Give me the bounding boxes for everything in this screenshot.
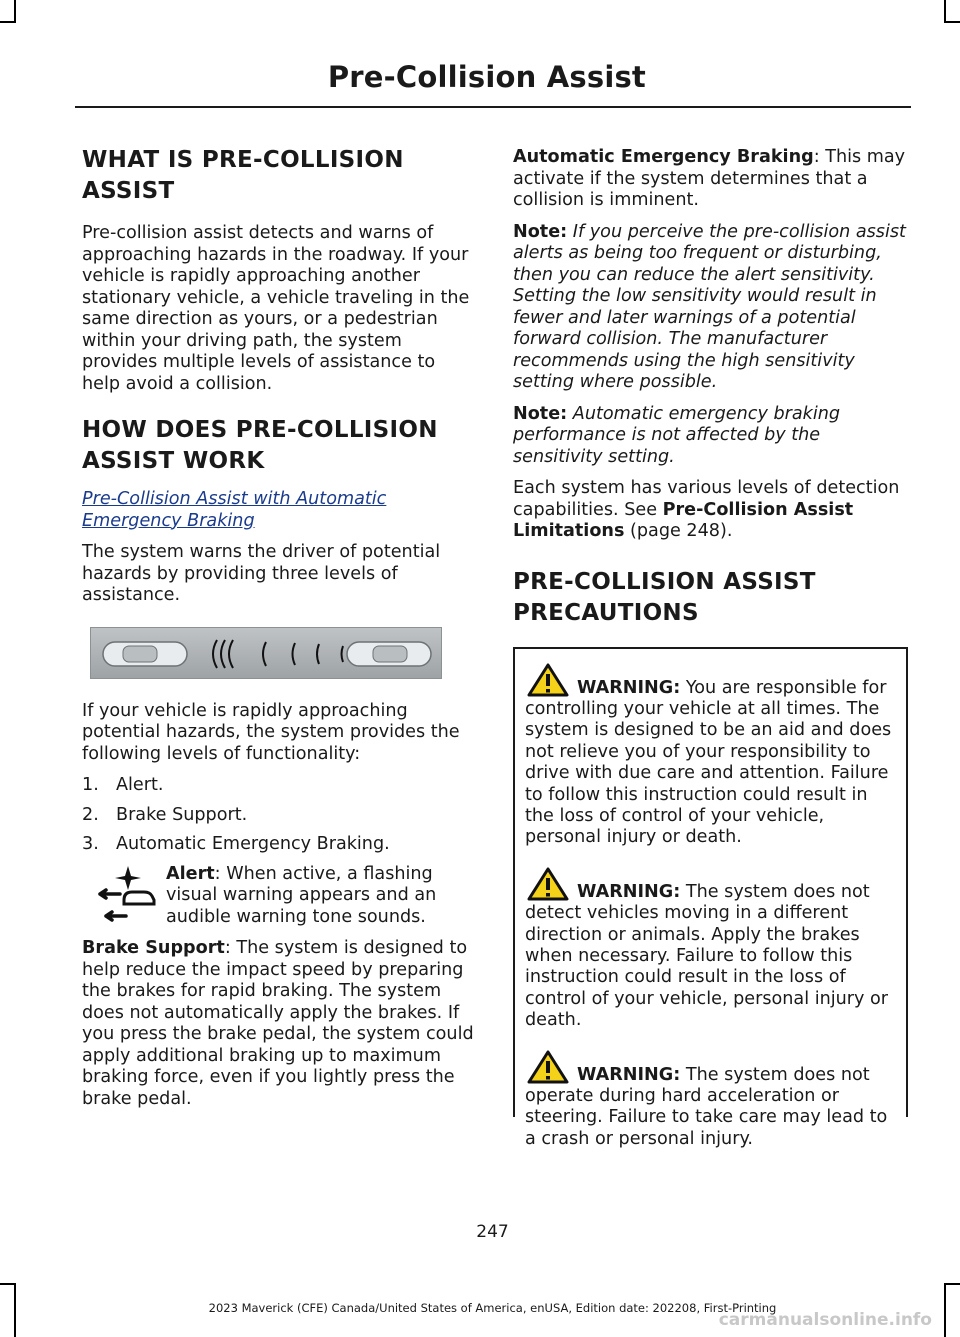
brake-support-label: Brake Support (82, 938, 225, 958)
watermark: carmanualsonline.info (718, 1310, 932, 1330)
warning-label: WARNING: (577, 677, 681, 698)
brake-support-paragraph (82, 938, 477, 1110)
note-label: Note: (513, 221, 568, 242)
crop-mark (944, 21, 960, 23)
paragraph-warns: The system warns the driver of potential hazards by providing three levels of assistance. (82, 542, 441, 605)
alert-label: Alert (166, 863, 215, 884)
cars-waves-graphic (91, 628, 441, 678)
heading-what-is: WHAT IS PRE-COLLISION ASSIST (82, 147, 404, 204)
collision-warning-icon (96, 864, 166, 924)
page-number: 247 (476, 1222, 509, 1242)
levels-text: Each system has various levels of detection capabilities. See (513, 478, 900, 520)
alert-description (82, 864, 477, 929)
list-item (82, 775, 477, 797)
alert-paragraph (166, 864, 477, 929)
header-divider (75, 106, 911, 108)
pre-collision-illustration (90, 627, 442, 679)
left-column (82, 145, 477, 1120)
crop-mark (944, 0, 946, 22)
warning-text: You are responsible for controlling your vehicle at all times. The system is designed to be an aid and does not relieve you of your responsibility to drive with due care and attention. Failure to follow this instruction could result in the loss of control of your vehicle, personal injury or death. (525, 677, 892, 848)
list-number: 2. (82, 804, 99, 825)
front-car (347, 642, 431, 666)
warning-triangle-icon (527, 867, 569, 901)
limitations-reference[interactable]: Pre-Collision Assist Limitations (513, 499, 854, 541)
warning-item (525, 1050, 900, 1151)
brake-support-text: : The system is designed to help reduce the impact speed by preparing the brakes for rapid braking. The system does not automatically apply the brakes. If you press the brake pedal, the system could apply additional braking up to maximum braking force, even if you lightly press the brake pedal. (82, 938, 474, 1109)
right-column (513, 147, 908, 1149)
warning-item (525, 663, 900, 849)
page-reference: (page 248). (630, 521, 733, 541)
aeb-paragraph (513, 147, 908, 212)
list-text: Automatic Emergency Braking. (116, 834, 390, 854)
warnings-box (513, 647, 908, 1149)
page-header-title: Pre-Collision Assist (327, 60, 646, 94)
crop-mark (944, 1283, 960, 1285)
note-performance (513, 404, 908, 469)
note-sensitivity (513, 222, 908, 394)
note-label: Note: (513, 403, 568, 424)
crop-mark (14, 0, 16, 22)
note-text: If you perceive the pre-collision assist alerts as being too frequent or disturbing, then you can reduce the alert sensitivity. Setting the low sensitivity would result in fewer and later warnings of a potential forward collision. The manufacturer recommends using the high sensitivity setting where possible. (513, 221, 906, 392)
heading-how-does: HOW DOES PRE-COLLISION ASSIST WORK (82, 417, 438, 474)
levels-paragraph (513, 478, 908, 543)
aeb-text: : This may activate if the system determines that a collision is imminent. (513, 147, 906, 210)
functionality-list (82, 775, 477, 856)
rear-car (103, 642, 187, 666)
warning-label: WARNING: (577, 881, 681, 902)
crop-mark (0, 1283, 16, 1285)
edition-footer: 2023 Maverick (CFE) Canada/United States of America, enUSA, Edition date: 202208, First-Printing (208, 1301, 777, 1315)
radar-waves (213, 640, 343, 668)
list-text: Alert. (116, 775, 164, 795)
list-text: Brake Support. (116, 804, 248, 825)
list-item (82, 805, 477, 827)
list-item (82, 834, 477, 856)
list-number: 3. (82, 834, 99, 854)
video-link[interactable]: Pre-Collision Assist with Automatic Emergency Braking (82, 489, 387, 531)
crop-mark (0, 21, 16, 23)
paragraph-what-is: Pre-collision assist detects and warns of approaching hazards in the roadway. If your vehicle is rapidly approaching another stationary vehicle, a vehicle traveling in the same direction as yours, or a pedestrian within your driving path, the system provides multiple levels of assistance to help avoid a collision. (82, 223, 470, 394)
note-text: Automatic emergency braking performance is not affected by the sensitivity setting. (513, 403, 841, 467)
paragraph-rapidly: If your vehicle is rapidly approaching potential hazards, the system provides the following levels of functionality: (82, 700, 460, 764)
warning-label: WARNING: (577, 1064, 681, 1085)
heading-precautions: PRE-COLLISION ASSIST PRECAUTIONS (513, 568, 816, 626)
alert-text: : When active, a flashing visual warning appears and an audible warning tone sounds. (166, 863, 437, 927)
list-number: 1. (82, 775, 99, 795)
warning-text: The system does not detect vehicles moving in a different direction or animals. Apply the brakes when necessary. Failure to follow this instruction could result in the loss of control of your vehicle, personal injury or death. (525, 881, 889, 1031)
warning-item (525, 867, 900, 1032)
warning-text: The system does not operate during hard acceleration or steering. Failure to take care may lead to a crash or personal injury. (525, 1064, 888, 1149)
aeb-label: Automatic Emergency Braking (513, 147, 814, 167)
warning-triangle-icon (527, 1050, 569, 1084)
warning-triangle-icon (527, 663, 569, 697)
